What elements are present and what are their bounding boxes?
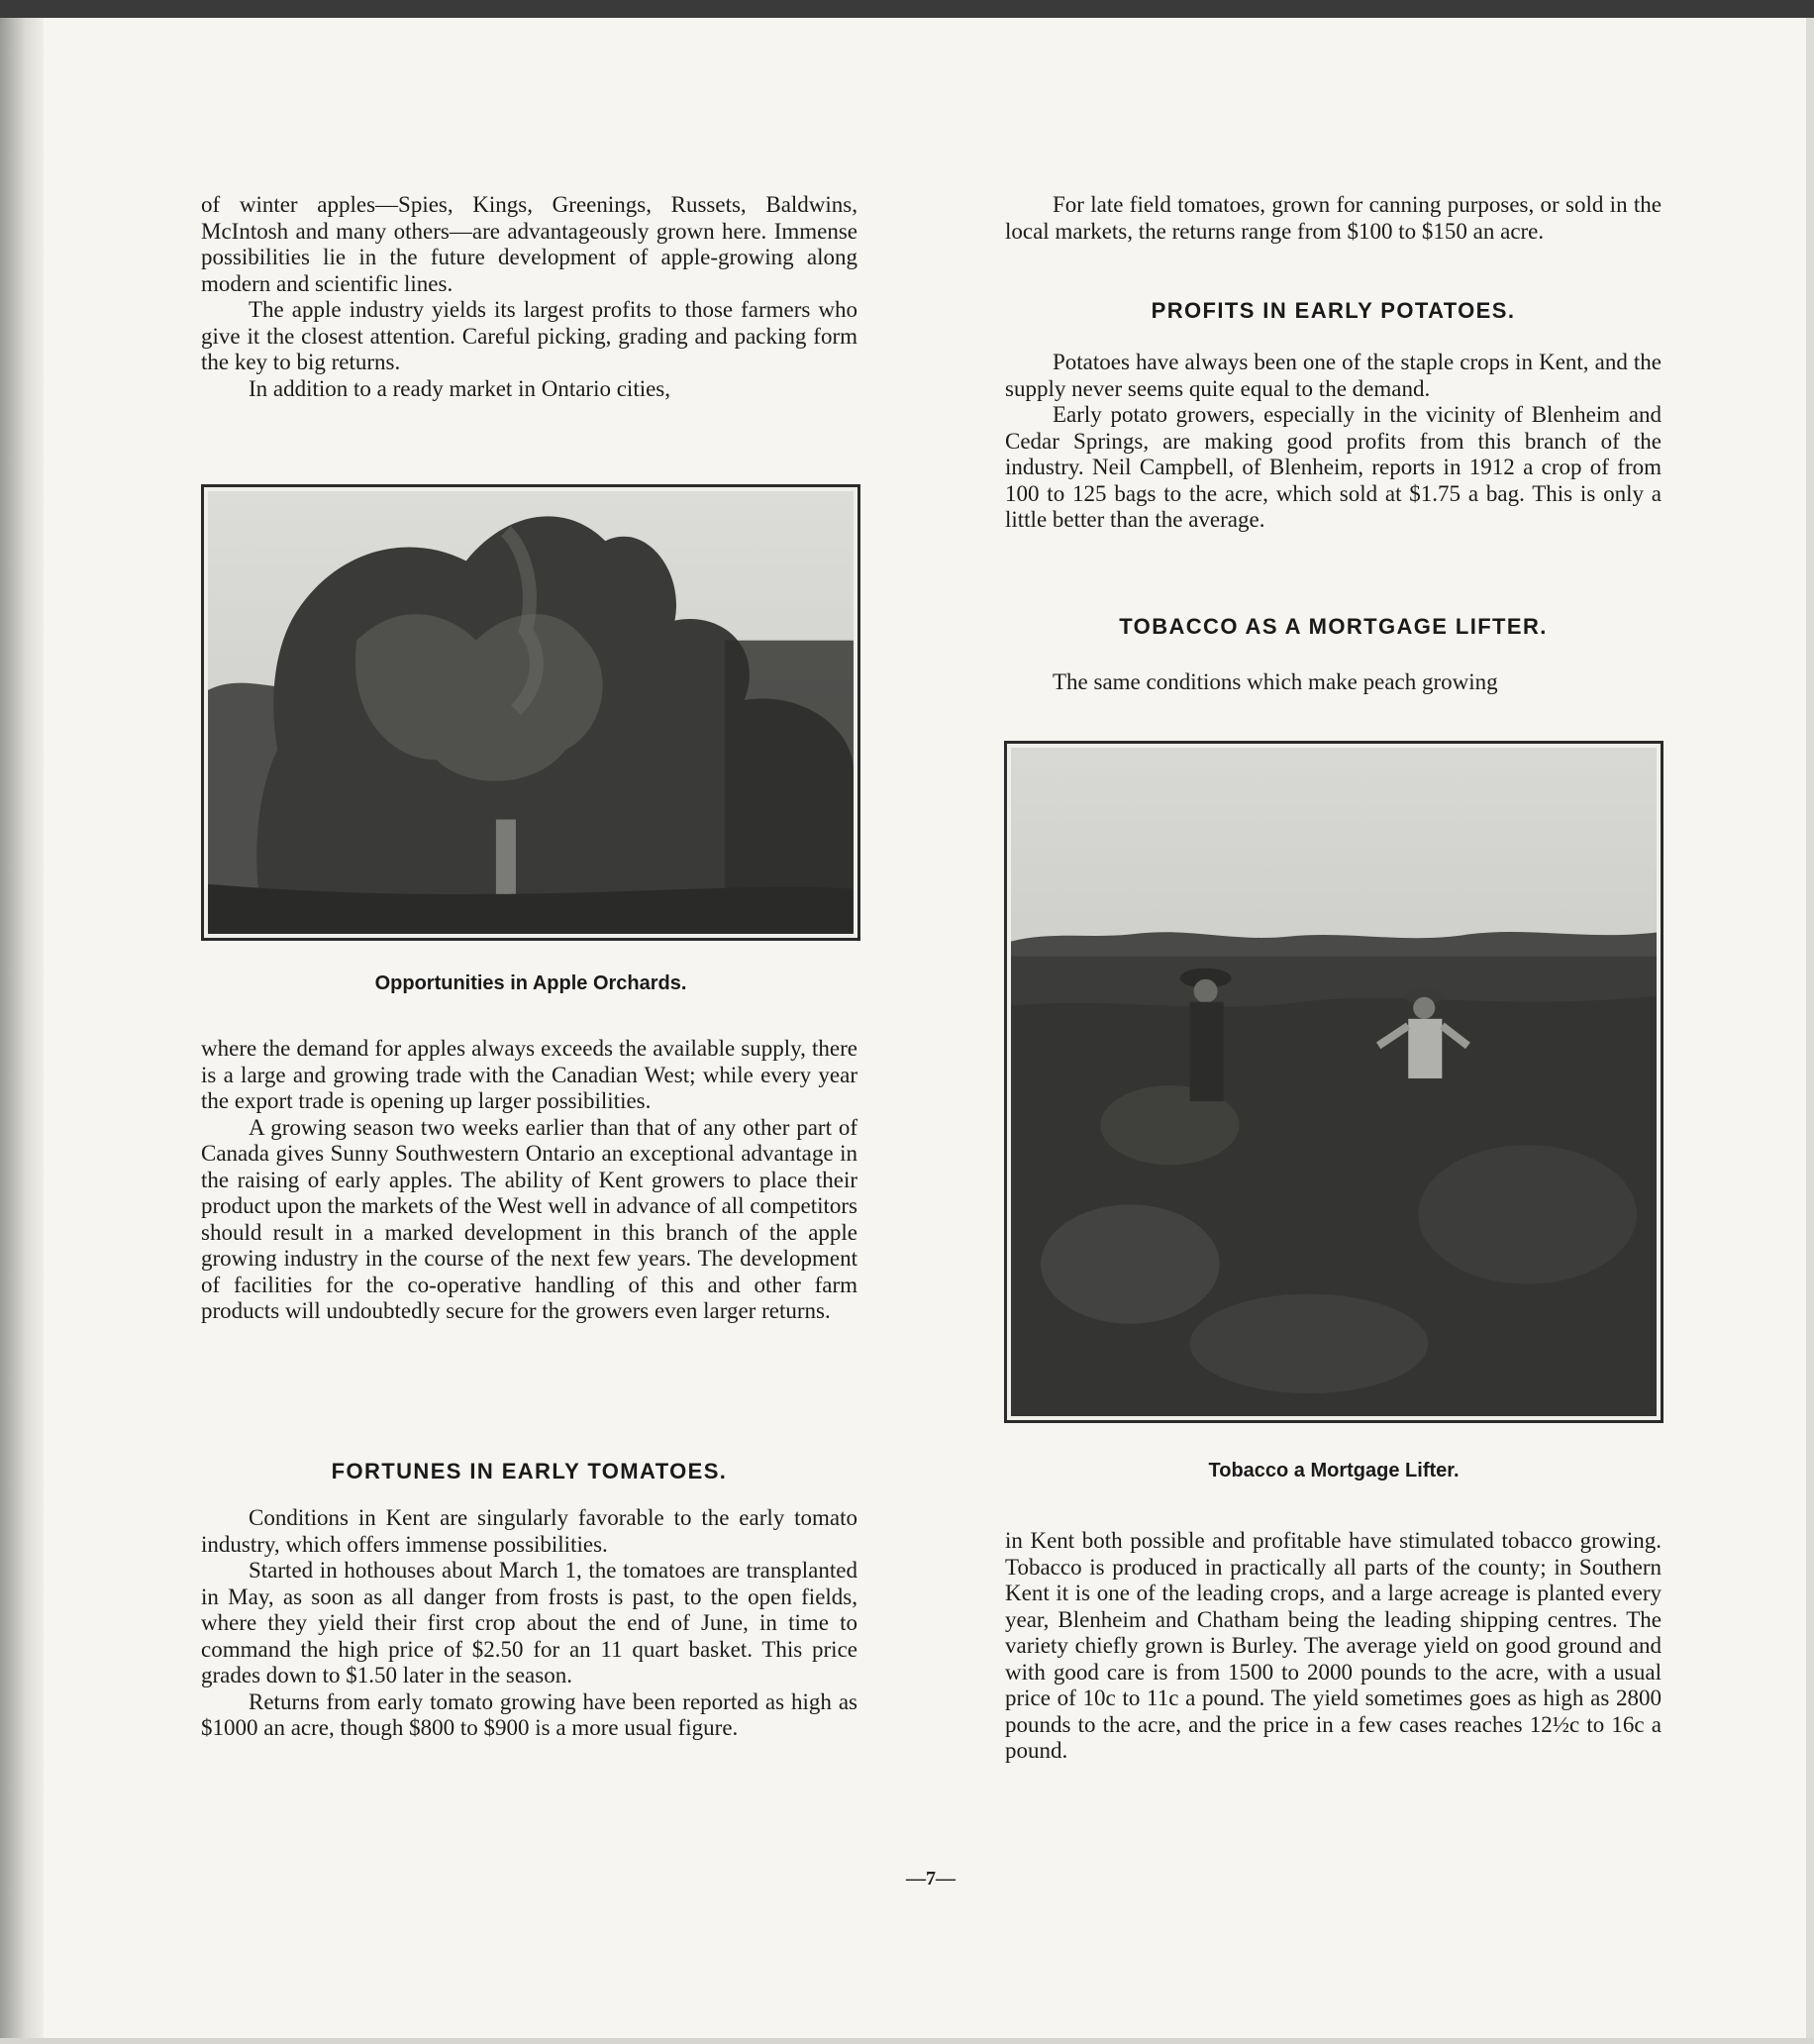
right-column-top-text: [1005, 192, 1662, 245]
page-number: —7—: [906, 1868, 956, 1890]
right-column-tobacco-intro: [1005, 669, 1662, 696]
left-column-mid-text: [201, 1036, 857, 1325]
heading-early-tomatoes: FORTUNES IN EARLY TOMATOES.: [331, 1459, 728, 1483]
paragraph: For late field tomatoes, grown for canning purposes, or sold in the local markets, the returns range from $100 to $150 an acre.: [1005, 192, 1662, 244]
paragraph: The apple industry yields its largest profits to those farmers who give it the closest attention. Careful picking, grading and packing form the key to big returns.: [201, 297, 857, 374]
paragraph: A growing season two weeks earlier than that of any other part of Canada gives Sunny Southwestern Ontario an exceptional advantage in the raising of early apples. The ability of Kent growers to place their product upon the markets of the West well in advance of all competitors should result in a marked development in this branch of the apple growing industry in the course of the next few years. The development of facilities for the co-operative handling of this and other farm products will undoubtedly secure for the growers even larger returns.: [201, 1114, 857, 1323]
page-right-edge: [1806, 18, 1814, 2044]
paragraph: Potatoes have always been one of the staple crops in Kent, and the supply never seems quite equal to the demand.: [1005, 350, 1662, 401]
left-column-top-text: [201, 192, 857, 402]
paragraph: In addition to a ready market in Ontario cities,: [249, 375, 671, 401]
paragraph: Early potato growers, especially in the vicinity of Blenheim and Cedar Springs, are making good profits from this branch of the industry. Neil Campbell, of Blenheim, reports in 1912 a crop of from 100 to 125 bags to the acre, which sold at $1.75 a bag. This is only a little better than the average.: [1005, 402, 1662, 532]
tobacco-field-caption: Tobacco a Mortgage Lifter.: [1208, 1460, 1460, 1482]
paragraph: The same conditions which make peach growing: [1053, 669, 1498, 694]
page-gutter: [0, 18, 44, 2044]
left-column-tomato-text: [201, 1505, 857, 1742]
right-column-tobacco-text: [1005, 1528, 1662, 1765]
paragraph: Conditions in Kent are singularly favorable to the early tomato industry, which offers immense possibilities.: [201, 1505, 857, 1557]
paragraph: where the demand for apples always exceeds the available supply, there is a large and growing trade with the Canadian West; while every year the export trade is opening up larger possibilities.: [201, 1036, 857, 1113]
paragraph: Started in hothouses about March 1, the tomatoes are transplanted in May, as soon as all danger from frosts is past, to the open fields, where they yield their first crop about the end of June, in time to command the high price of $2.50 for an 11 quart basket. This price grades down to $1.50 later in the season.: [201, 1558, 857, 1687]
heading-early-potatoes: PROFITS IN EARLY POTATOES.: [1151, 298, 1516, 323]
scan-top-border: [0, 0, 1814, 18]
apple-orchard-caption: Opportunities in Apple Orchards.: [374, 972, 687, 994]
page-bottom-edge: [0, 2038, 1814, 2044]
paragraph: of winter apples—Spies, Kings, Greenings, Russets, Baldwins, McIntosh and many others—are advantageously grown here. Immense possibilities lie in the future development of apple-growing along modern and scientific lines.: [201, 192, 857, 296]
paragraph: Returns from early tomato growing have been reported as high as $1000 an acre, though $800 to $900 is a more usual figure.: [201, 1688, 857, 1740]
right-column-potato-text: [1005, 350, 1662, 534]
paragraph: in Kent both possible and profitable have stimulated tobacco growing. Tobacco is produced in practically all parts of the county; in Southern Kent it is one of the leading crops, and a large acreage is planted every year, Blenheim and Chatham being the leading shipping centres. The variety chiefly grown is Burley. The average yield on good ground and with good care is from 1500 to 2000 pounds to the acre, with a usual price of 10c to 11c a pound. The yield sometimes goes as high as 2800 pounds to the acre, and the price in a few cases reaches 12½c to 16c a pound.: [1005, 1528, 1662, 1763]
heading-tobacco: TOBACCO AS A MORTGAGE LIFTER.: [1119, 614, 1548, 639]
apple-orchard-photo: [201, 484, 860, 941]
tobacco-field-photo: [1004, 741, 1663, 1423]
